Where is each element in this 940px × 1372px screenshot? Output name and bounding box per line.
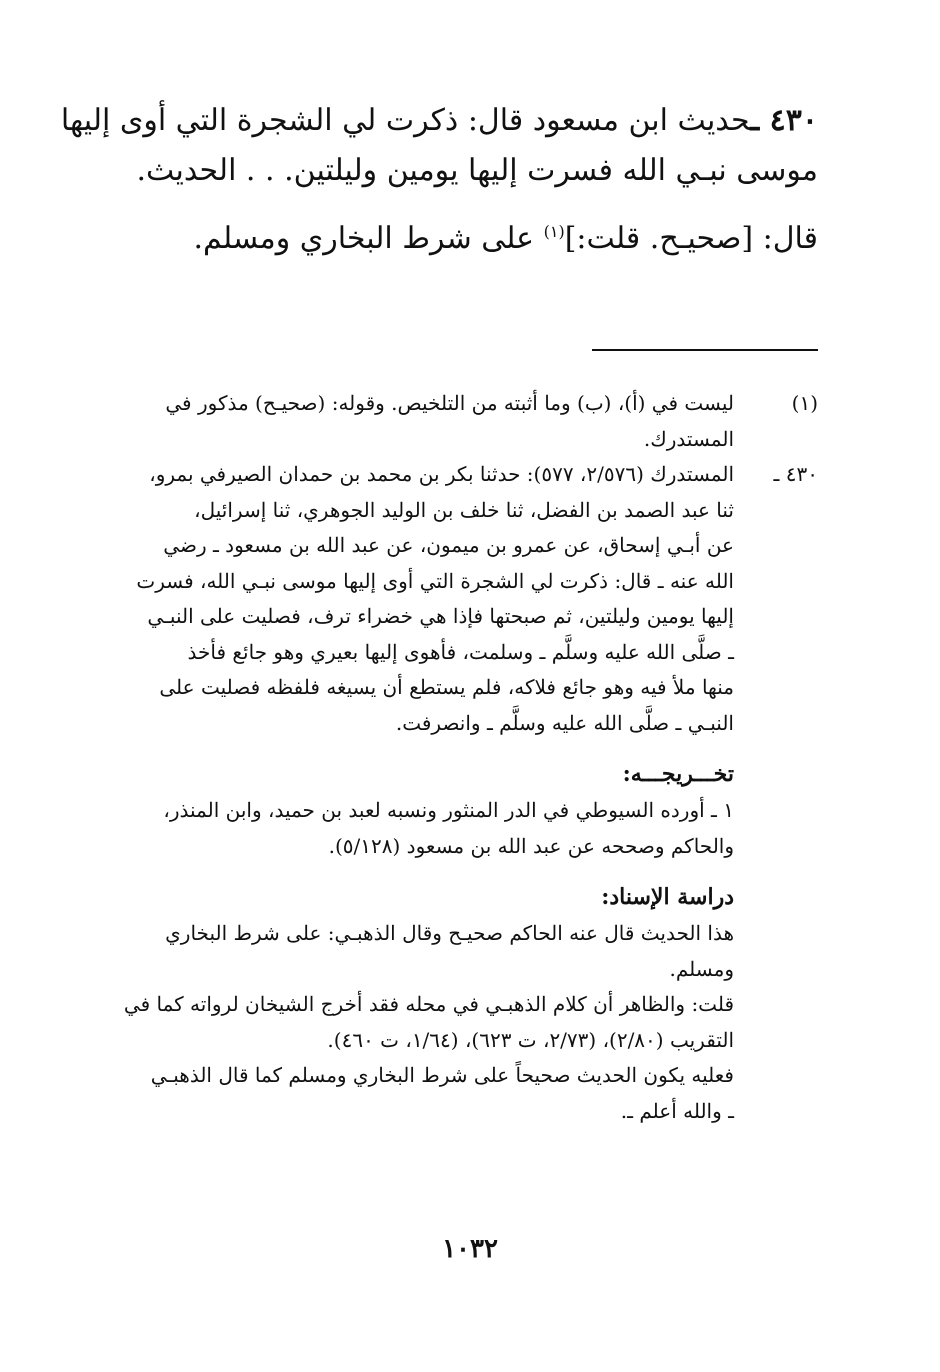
hadith-line-1 [60, 96, 818, 146]
footnote-430-line: ثنا عبد الصمد بن الفضل، ثنا خلف بن الوليد الجوهري، ثنا إسرائيل، [194, 497, 734, 522]
hadith-main-text [60, 96, 818, 264]
footnote-430-line: إليها يومين وليلتين، ثم صبحتها فإذا هي خضراء ترف، فصليت على النبـي [147, 604, 734, 628]
footnote-430-number: ٤٣٠ ـ [773, 462, 818, 486]
footnote-430-line: ـ صلَّى الله عليه وسلَّم ـ وسلمت، فأهوى إليها بعيري وهو جائع فأخذ [187, 639, 734, 664]
isnad-line: هذا الحديث قال عنه الحاكم صحيـح وقال الذهبـي: على شرط البخاري [165, 921, 734, 945]
hadith-text-line-1: حديث ابن مسعود قال: ذكرت لي الشجرة التي أوى إليها [60, 103, 751, 138]
footnote-430 [118, 457, 818, 741]
isnad-line: ومسلم. [669, 956, 734, 981]
takhrij-title: تخـــريجـــه: [622, 761, 734, 787]
footnote-1-line: ليست في (أ)، (ب) وما أثبته من التلخيص. وقوله: (صحيـح) مذكور في [165, 391, 734, 415]
takhrij-line: ١ ـ أورده السيوطي في الدر المنثور ونسبه لعبد بن حميد، وابن المنذر، [163, 798, 734, 822]
isnad-line: ـ والله أعلم ـ. [620, 1098, 734, 1123]
isnad-line: فعليه يكون الحديث صحيحاً على شرط البخاري ومسلم كما قال الذهبـي [150, 1063, 734, 1087]
takhrij-line: والحاكم وصححه عن عبد الله بن مسعود (٥/١٢٨). [328, 833, 734, 858]
hadith-text-line-3a: قال: [صحيـح. قلت:] [564, 221, 818, 256]
footnote-430-line: عن أبـي إسحاق، عن عمرو بن ميمون، عن عبد الله بن مسعود ـ رضي [163, 533, 734, 557]
footnote-1 [118, 386, 818, 457]
page-number: ١٠٣٢ [442, 1234, 498, 1264]
footnote-marker: (١) [543, 222, 565, 241]
footnote-430-line: النبـي ـ صلَّى الله عليه وسلَّم ـ وانصرفت. [395, 710, 734, 735]
footnotes [118, 386, 818, 1129]
footnote-1-line: المستدرك. [643, 426, 734, 451]
hadith-number: ٤٣٠ ـ [750, 103, 818, 138]
footnote-separator [592, 349, 818, 351]
footnote-1-number: (١) [791, 391, 818, 415]
hadith-text-line-3b: على شرط البخاري ومسلم. [193, 221, 544, 256]
footnote-430-line: منها ملأ فيه وهو جائع فلاكه، فلم يستطع أن يسيغه فلفظه فصليت على [159, 675, 734, 699]
hadith-line-2: موسى نبـي الله فسرت إليها يومين وليلتين. . . الحديث. [136, 153, 818, 188]
footnote-430-line: الله عنه ـ قال: ذكرت لي الشجرة التي أوى إليها موسى نبـي الله، فسرت [136, 568, 734, 593]
isnad-line: التقريب (٢/٨٠)، (٢/٧٣، ت ٦٢٣)، (١/٦٤، ت ٤٦٠). [327, 1027, 734, 1052]
hadith-line-3 [118, 214, 818, 264]
isnad-line: قلت: والظاهر أن كلام الذهبـي في محله فقد أخرج الشيخان لرواته كما في [123, 992, 734, 1016]
isnad-title: دراسة الإسناد: [601, 884, 734, 910]
isnad-section [118, 878, 818, 1129]
footnote-430-line: المستدرك (٢/٥٧٦، ٥٧٧): حدثنا بكر بن محمد بن حمدان الصيرفي بمرو، [149, 462, 734, 486]
takhrij-section [118, 755, 818, 864]
